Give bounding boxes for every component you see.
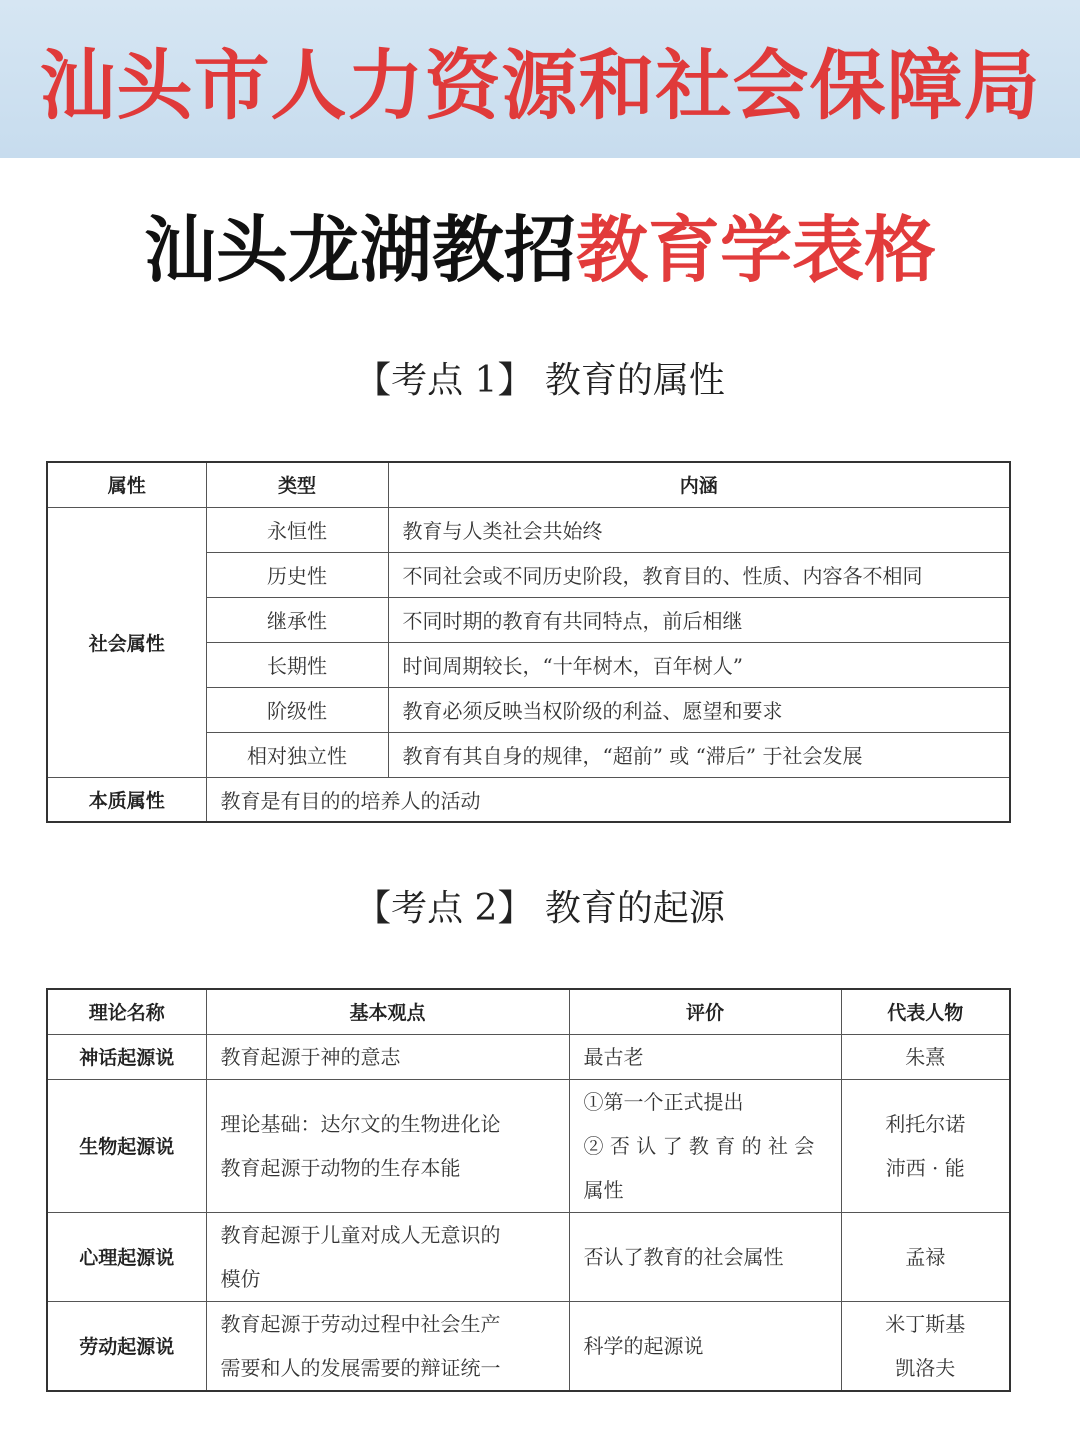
type-cell: 阶级性: [206, 687, 388, 732]
evaluation-cell: [569, 1079, 841, 1212]
page-title: [0, 200, 1080, 300]
meaning-cell: 教育必须反映当权阶级的利益、愿望和要求: [388, 687, 1010, 732]
header-cell: 类型: [206, 462, 388, 507]
view-line: 教育起源于儿童对成人无意识的: [220, 1222, 501, 1247]
evaluation-line: 科学的起源说: [583, 1333, 704, 1358]
table-row: [47, 507, 1010, 552]
theory-name: 劳动起源说: [47, 1301, 206, 1391]
type-cell: 长期性: [206, 642, 388, 687]
group-label: 本质属性: [47, 777, 206, 822]
type-cell: 永恒性: [206, 507, 388, 552]
meaning-cell: 不同社会或不同历史阶段，教育目的、性质、内容各不相同: [388, 552, 1010, 597]
evaluation-line: 否认了教育的社会属性: [583, 1244, 784, 1269]
theory-name: 神话起源说: [47, 1034, 206, 1079]
view-cell: [206, 1301, 569, 1391]
view-cell: [206, 1034, 569, 1079]
attributes-table: [46, 461, 1011, 823]
person: 沛西 · 能: [885, 1155, 965, 1180]
table-header-row: [47, 462, 1010, 507]
meaning-cell: 教育是有目的的培养人的活动: [206, 777, 1010, 822]
view-line: 模仿: [220, 1266, 261, 1291]
view-cell: [206, 1079, 569, 1212]
evaluation-line: ② 否 认 了 教 育 的 社 会: [583, 1133, 815, 1158]
table-row: [47, 1034, 1010, 1079]
banner-title: 汕头市人力资源和社会保障局: [39, 40, 1041, 130]
person: 朱熹: [905, 1044, 946, 1069]
table-row: [47, 1079, 1010, 1212]
evaluation-line: ①第一个正式提出: [583, 1089, 744, 1114]
header-cell: 代表人物: [841, 989, 1010, 1034]
person: 孟禄: [905, 1244, 946, 1269]
meaning-cell: 教育与人类社会共始终: [388, 507, 1010, 552]
person: 凯洛夫: [895, 1355, 956, 1380]
view-line: 教育起源于动物的生存本能: [220, 1155, 461, 1180]
theory-name: 生物起源说: [47, 1079, 206, 1212]
section-heading-2: 【考点 2】 教育的起源: [355, 888, 725, 929]
people-cell: [841, 1212, 1010, 1301]
section-heading-1: 【考点 1】 教育的属性: [355, 360, 725, 401]
people-cell: [841, 1034, 1010, 1079]
table-header-row: [47, 989, 1010, 1034]
header-cell: 基本观点: [206, 989, 569, 1034]
person: 利托尔诺: [885, 1111, 966, 1136]
meaning-cell: 教育有其自身的规律，“超前” 或 “滞后” 于社会发展: [388, 732, 1010, 777]
theory-name: 心理起源说: [47, 1212, 206, 1301]
meaning-cell: 时间周期较长，“十年树木，百年树人”: [388, 642, 1010, 687]
type-cell: 继承性: [206, 597, 388, 642]
view-line: 需要和人的发展需要的辩证统一: [220, 1355, 501, 1380]
evaluation-cell: [569, 1212, 841, 1301]
view-line: 理论基础：达尔文的生物进化论: [220, 1111, 501, 1136]
table-row: [47, 1212, 1010, 1301]
type-cell: 相对独立性: [206, 732, 388, 777]
type-cell: 历史性: [206, 552, 388, 597]
header-cell: 理论名称: [47, 989, 206, 1034]
group-label: 社会属性: [47, 507, 206, 777]
table-row: [47, 1301, 1010, 1391]
header-cell: 内涵: [388, 462, 1010, 507]
evaluation-line: 属性: [583, 1177, 624, 1202]
meaning-cell: 不同时期的教育有共同特点，前后相继: [388, 597, 1010, 642]
evaluation-line: 最古老: [583, 1044, 644, 1069]
view-cell: [206, 1212, 569, 1301]
people-cell: [841, 1301, 1010, 1391]
view-line: 教育起源于神的意志: [220, 1044, 401, 1069]
header-cell: 属性: [47, 462, 206, 507]
header-banner: [0, 0, 1080, 158]
person: 米丁斯基: [885, 1311, 966, 1336]
table-row: [47, 777, 1010, 822]
origins-table: [46, 988, 1011, 1392]
page-title-part1: 汕头龙湖教招: [143, 208, 576, 292]
view-line: 教育起源于劳动过程中社会生产: [220, 1311, 501, 1336]
evaluation-cell: [569, 1301, 841, 1391]
page-title-part2: 教育学表格: [576, 208, 937, 292]
people-cell: [841, 1079, 1010, 1212]
evaluation-cell: [569, 1034, 841, 1079]
header-cell: 评价: [569, 989, 841, 1034]
